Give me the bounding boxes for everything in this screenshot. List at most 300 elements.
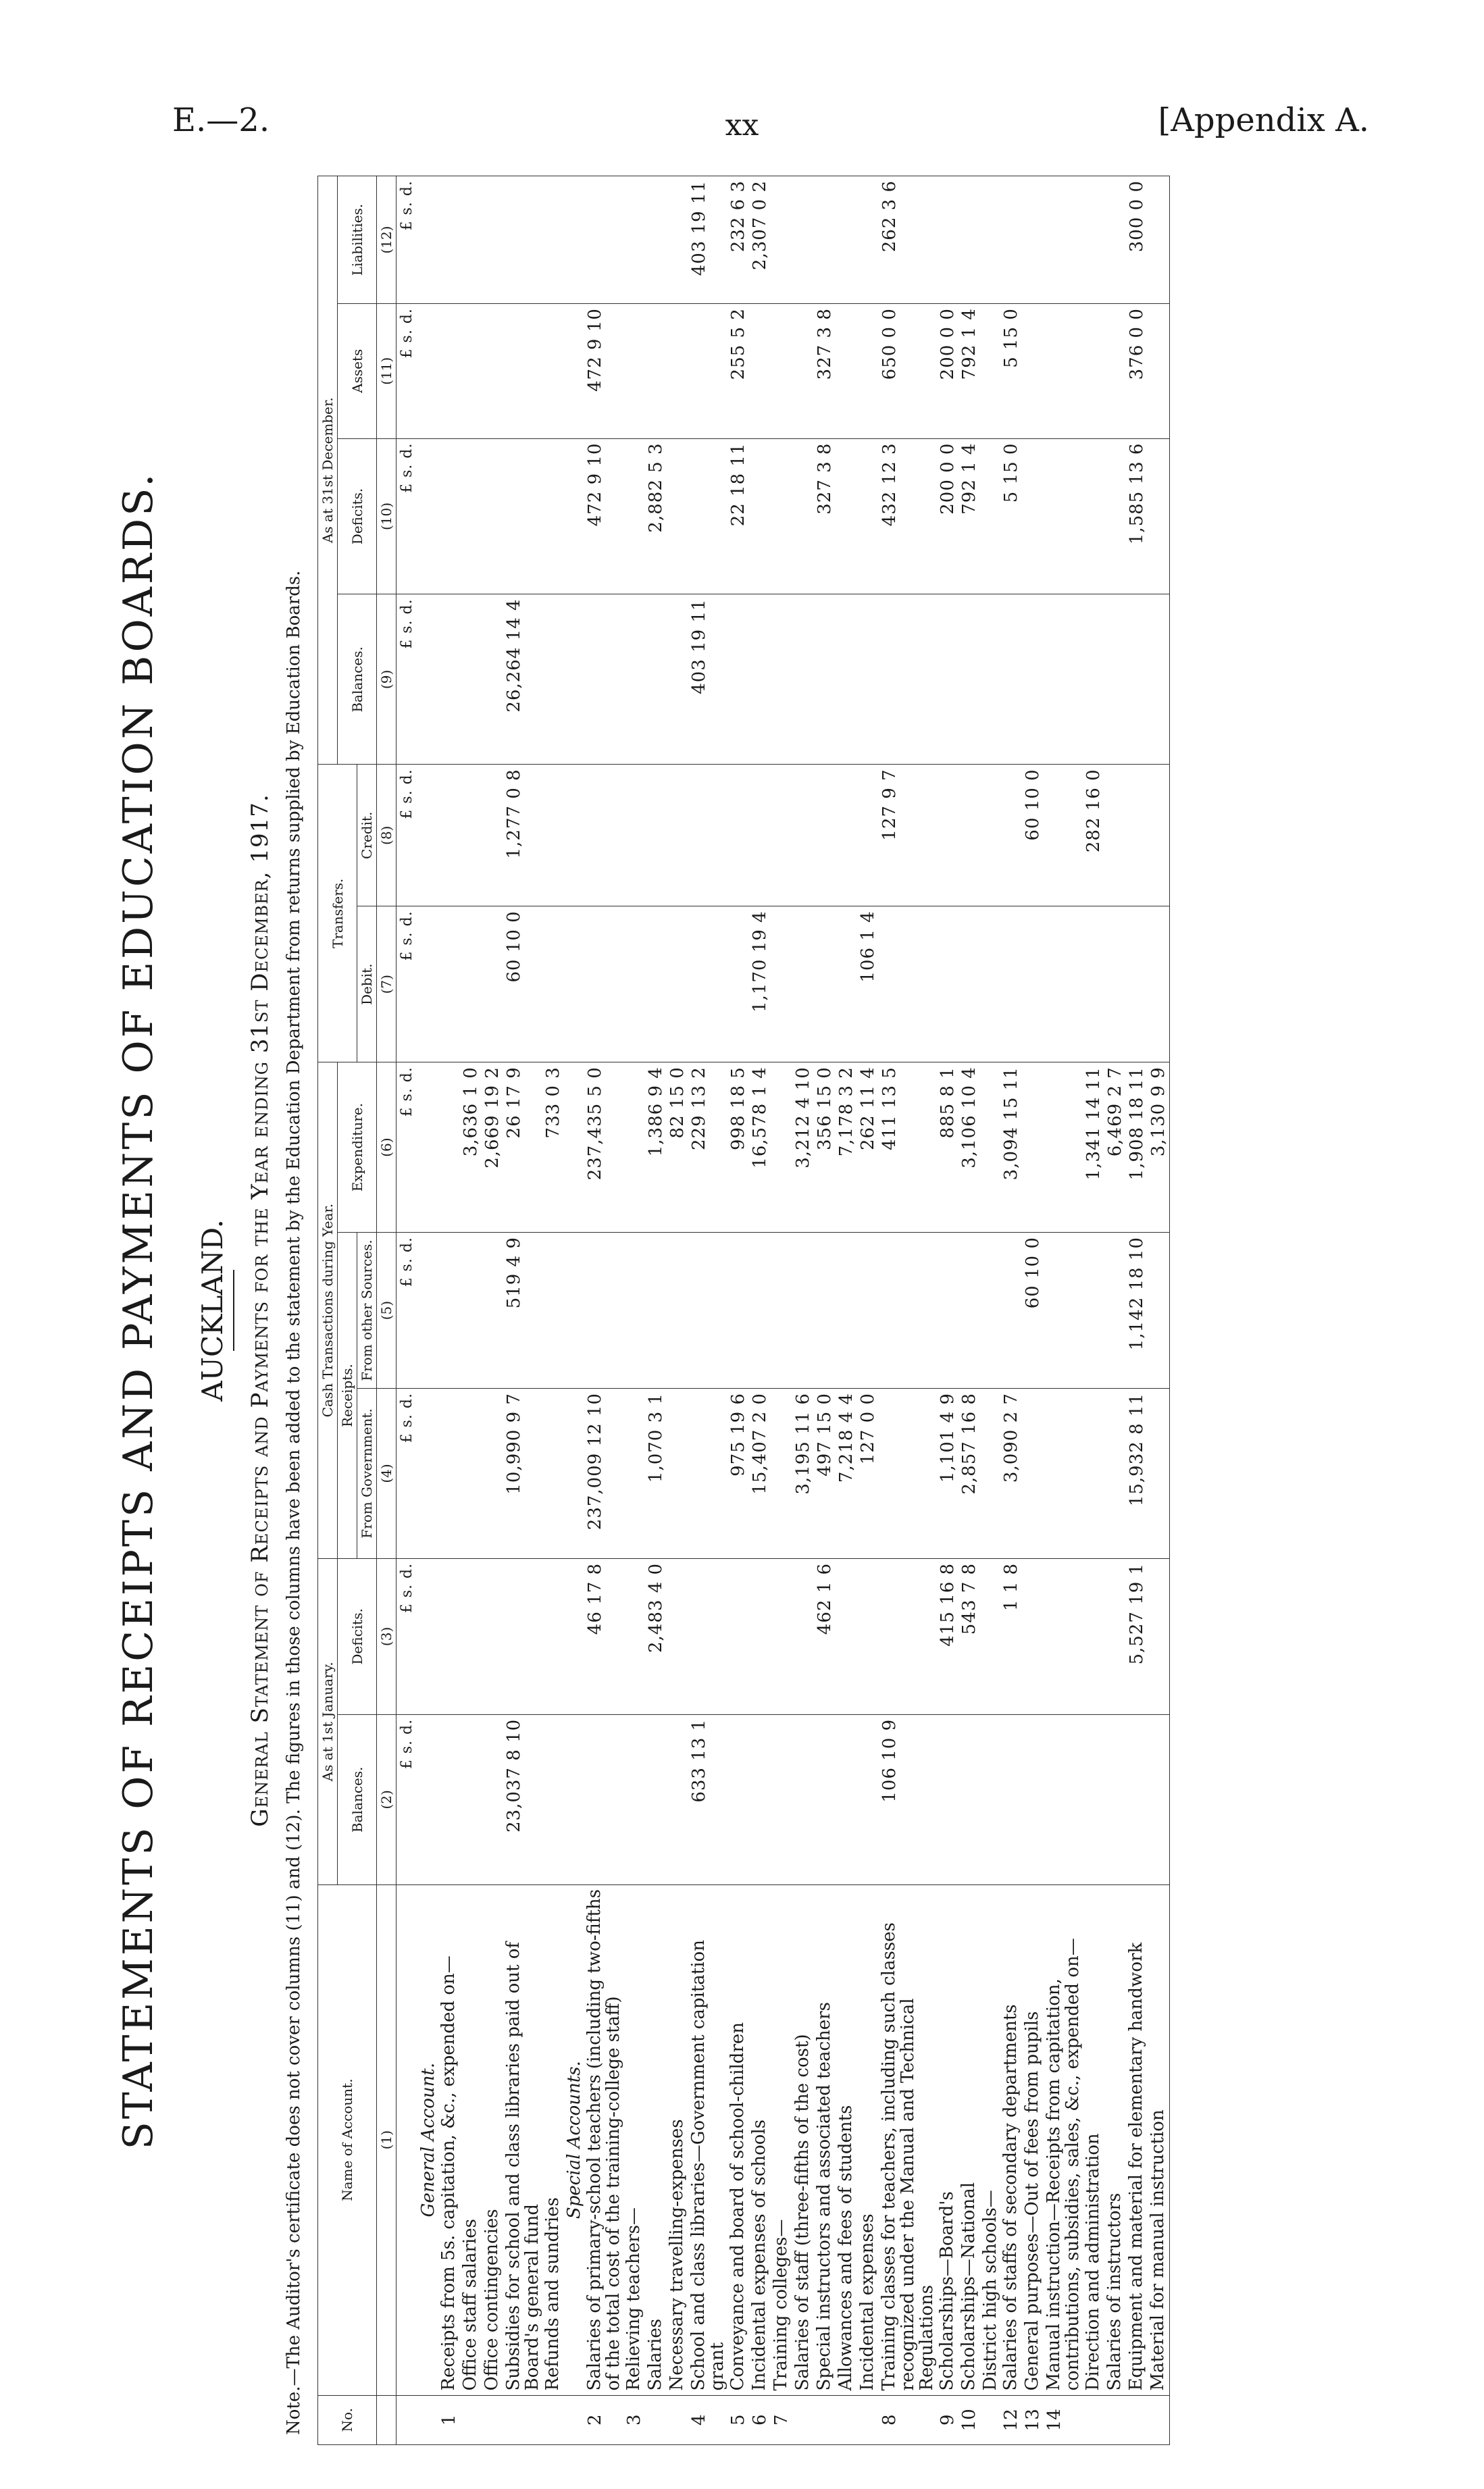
unit-cell: £ s. d. [396, 1558, 419, 1714]
row-number [836, 2395, 857, 2444]
table-row [584, 176, 623, 2445]
cell-credit [623, 765, 645, 906]
cell-bal-dec [836, 594, 857, 765]
cell-bal-dec [958, 594, 980, 765]
cell-bal-dec [645, 594, 667, 765]
account-name: Incidental expenses of schools [749, 1884, 771, 2395]
cell-assets [438, 304, 460, 438]
cell-assets [688, 304, 727, 438]
row-number: 2 [584, 2395, 623, 2444]
col-cash-group: Cash Transactions during Year. [318, 1062, 338, 1559]
cell-def-jan [1044, 1558, 1083, 1714]
cell-exp: 3,212 4 10 [792, 1062, 814, 1233]
cell-exp: 2,669 19 2 [482, 1062, 503, 1233]
table-row [1044, 176, 1083, 2445]
table-row [503, 176, 542, 2445]
cell-exp: 733 0 3 [542, 1062, 564, 1233]
cell-def-jan [879, 1558, 937, 1714]
cell-other [836, 1233, 857, 1389]
cell-govt: 237,009 12 10 [584, 1389, 623, 1559]
cell-liab [1044, 176, 1083, 304]
cell-exp [623, 1062, 645, 1233]
cell-exp: 16,578 1 4 [749, 1062, 771, 1233]
cell-def-dec [623, 438, 645, 594]
cell-bal-jan [542, 1714, 564, 1884]
account-name: Incidental expenses [857, 1884, 879, 2395]
cell-credit [688, 765, 727, 906]
col-deficits-jan: Deficits. [338, 1558, 377, 1714]
cell-debit [1148, 906, 1170, 1062]
cell-other [438, 1233, 460, 1389]
page-code: E.—2. [172, 101, 270, 139]
cell-def-dec [460, 438, 482, 594]
table-row [645, 176, 667, 2445]
cell-def-dec: 5 15 0 [1000, 438, 1022, 594]
cell-exp: 411 13 5 [879, 1062, 937, 1233]
cell-other [1083, 1233, 1104, 1389]
unit-cell [396, 1884, 419, 2395]
col-num-blank [377, 2395, 396, 2444]
table-row [836, 176, 857, 2445]
cell-other [879, 1233, 937, 1389]
cell-def-jan [857, 1558, 879, 1714]
cell-other [958, 1233, 980, 1389]
cell-assets [623, 304, 645, 438]
col-num-3: (3) [377, 1558, 396, 1714]
col-num-6: (6) [377, 1062, 396, 1233]
col-balances-dec: Balances. [338, 594, 377, 765]
row-number: 13 [1022, 2395, 1044, 2444]
cell-assets [645, 304, 667, 438]
col-num-4: (4) [377, 1389, 396, 1559]
cell-exp: 7,178 3 2 [836, 1062, 857, 1233]
row-number [1148, 2395, 1170, 2444]
cell-bal-dec [1126, 594, 1148, 765]
cell-bal-dec [980, 594, 1000, 765]
account-name: Office staff salaries [460, 1884, 482, 2395]
col-dec-group: As at 31st December. [318, 176, 338, 765]
cell-exp [418, 1062, 438, 1233]
table-row [727, 176, 749, 2445]
cell-def-dec: 2,882 5 3 [645, 438, 667, 594]
row-number [857, 2395, 879, 2444]
cell-liab [623, 176, 645, 304]
cell-bal-jan: 633 13 1 [688, 1714, 727, 1884]
cell-def-jan: 5,527 19 1 [1126, 1558, 1148, 1714]
cell-exp: 356 15 0 [814, 1062, 836, 1233]
cell-debit [418, 906, 438, 1062]
table-row [667, 176, 688, 2445]
cell-def-jan [460, 1558, 482, 1714]
cell-def-dec [749, 438, 771, 594]
account-name: Scholarships—Board's [937, 1884, 958, 2395]
cell-credit [1044, 765, 1083, 906]
cell-exp: 998 18 5 [727, 1062, 749, 1233]
cell-credit [438, 765, 460, 906]
row-number [1126, 2395, 1148, 2444]
cell-debit [542, 906, 564, 1062]
cell-credit [667, 765, 688, 906]
page-title: STATEMENTS OF RECEIPTS AND PAYMENTS OF EDUCATION BOARDS. [115, 471, 162, 2150]
cell-exp [564, 1062, 584, 1233]
cell-bal-jan [1083, 1714, 1104, 1884]
cell-assets [564, 304, 584, 438]
cell-credit [771, 765, 792, 906]
cell-other [1148, 1233, 1170, 1389]
cell-bal-dec [542, 594, 564, 765]
cell-exp: 237,435 5 0 [584, 1062, 623, 1233]
board-name: AUCKLAND. [196, 1219, 229, 1402]
cell-bal-jan [1126, 1714, 1148, 1884]
cell-liab [645, 176, 667, 304]
cell-bal-jan [460, 1714, 482, 1884]
table-row [749, 176, 771, 2445]
cell-liab: 2,307 0 2 [749, 176, 771, 304]
cell-liab [1083, 176, 1104, 304]
cell-bal-dec [727, 594, 749, 765]
account-name: Subsidies for school and class libraries paid out of Board's general fund [503, 1884, 542, 2395]
cell-bal-jan [727, 1714, 749, 1884]
page-number: xx [725, 108, 759, 143]
row-number: 6 [749, 2395, 771, 2444]
cell-govt [1083, 1389, 1104, 1559]
row-number [418, 2395, 438, 2444]
row-number [1083, 2395, 1104, 2444]
cell-assets [857, 304, 879, 438]
unit-cell: £ s. d. [396, 1714, 419, 1884]
cell-exp: 1,341 14 11 [1083, 1062, 1104, 1233]
table-row [857, 176, 879, 2445]
cell-exp: 3,130 9 9 [1148, 1062, 1170, 1233]
table-row [937, 176, 958, 2445]
cell-debit [623, 906, 645, 1062]
cell-bal-jan [438, 1714, 460, 1884]
cell-liab [792, 176, 814, 304]
cell-govt [542, 1389, 564, 1559]
col-transfers-group: Transfers. [318, 765, 357, 1062]
col-from-govt: From Government. [357, 1389, 377, 1559]
cell-exp [771, 1062, 792, 1233]
cell-credit [1126, 765, 1148, 906]
table-row [1083, 176, 1104, 2445]
cell-def-dec [438, 438, 460, 594]
cell-debit [1044, 906, 1083, 1062]
section-heading-row [418, 176, 438, 2445]
cell-exp: 3,094 15 11 [1000, 1062, 1022, 1233]
cell-assets [542, 304, 564, 438]
cell-def-dec [542, 438, 564, 594]
row-number: 3 [623, 2395, 645, 2444]
col-num-2: (2) [377, 1714, 396, 1884]
cell-credit: 60 10 0 [1022, 765, 1044, 906]
cell-credit [482, 765, 503, 906]
col-jan-group: As at 1st January. [318, 1558, 338, 1884]
cell-other [584, 1233, 623, 1389]
row-number [460, 2395, 482, 2444]
table-row [688, 176, 727, 2445]
col-credit: Credit. [357, 765, 377, 906]
cell-assets [1104, 304, 1126, 438]
col-liabilities: Liabilities. [338, 176, 377, 304]
table-row [879, 176, 937, 2445]
cell-def-jan [1148, 1558, 1170, 1714]
cell-other [1104, 1233, 1126, 1389]
cell-debit [792, 906, 814, 1062]
cell-debit [1083, 906, 1104, 1062]
cell-bal-jan [564, 1714, 584, 1884]
cell-def-dec [564, 438, 584, 594]
cell-bal-jan [771, 1714, 792, 1884]
account-name: Salaries of primary-school teachers (including two-fifths of the total cost of the training-college staff) [584, 1884, 623, 2395]
col-receipts-group: Receipts. [338, 1233, 357, 1559]
cell-debit [879, 906, 937, 1062]
unit-cell: £ s. d. [396, 1062, 419, 1233]
auditor-note: Note.—The Auditor's certificate does not cover columns (11) and (12). The figures in those columns have been added to the statement by the Education Department from returns supplied by Education Boards. [284, 570, 304, 2435]
cell-def-dec [857, 438, 879, 594]
unit-cell: £ s. d. [396, 438, 419, 594]
cell-assets [1022, 304, 1044, 438]
unit-cell [396, 2395, 419, 2444]
cell-govt [623, 1389, 645, 1559]
col-assets: Assets [338, 304, 377, 438]
cell-govt: 497 15 0 [814, 1389, 836, 1559]
cell-liab [482, 176, 503, 304]
cell-def-dec [503, 438, 542, 594]
cell-other [645, 1233, 667, 1389]
cell-bal-dec [460, 594, 482, 765]
cell-bal-dec [857, 594, 879, 765]
cell-liab [418, 176, 438, 304]
row-number [645, 2395, 667, 2444]
cell-def-jan: 2,483 4 0 [645, 1558, 667, 1714]
unit-cell: £ s. d. [396, 1233, 419, 1389]
cell-govt [980, 1389, 1000, 1559]
account-name: District high schools— [980, 1884, 1000, 2395]
cell-govt [1104, 1389, 1126, 1559]
cell-bal-jan [667, 1714, 688, 1884]
col-num-7: (7) [377, 906, 396, 1062]
table-row [460, 176, 482, 2445]
cell-liab [542, 176, 564, 304]
cell-exp: 229 13 2 [688, 1062, 727, 1233]
cell-other [937, 1233, 958, 1389]
cell-credit [584, 765, 623, 906]
cell-govt [482, 1389, 503, 1559]
cell-assets [836, 304, 857, 438]
cell-liab [937, 176, 958, 304]
cell-debit: 1,170 19 4 [749, 906, 771, 1062]
cell-def-jan: 415 16 8 [937, 1558, 958, 1714]
appendix-label: [Appendix A. [1158, 101, 1369, 139]
rotated-statement [108, 176, 1358, 2445]
cell-other [482, 1233, 503, 1389]
cell-bal-dec [792, 594, 814, 765]
section-heading: General Account. [418, 1884, 438, 2395]
units-row [396, 176, 419, 2445]
account-name: Training colleges— [771, 1884, 792, 2395]
cell-debit [814, 906, 836, 1062]
cell-credit [749, 765, 771, 906]
cell-other [727, 1233, 749, 1389]
cell-bal-jan [418, 1714, 438, 1884]
cell-credit [958, 765, 980, 906]
cell-def-jan [1083, 1558, 1104, 1714]
col-other-sources: From other Sources. [357, 1233, 377, 1389]
cell-liab [857, 176, 879, 304]
cell-other [623, 1233, 645, 1389]
col-deficits-dec: Deficits. [338, 438, 377, 594]
cell-liab [1000, 176, 1022, 304]
unit-cell: £ s. d. [396, 1389, 419, 1559]
cell-def-jan [438, 1558, 460, 1714]
account-name: Training classes for teachers, including such classes recognized under the Manual and Technical Regulations [879, 1884, 937, 2395]
cell-assets: 650 0 0 [879, 304, 937, 438]
row-number: 5 [727, 2395, 749, 2444]
cell-govt: 3,090 2 7 [1000, 1389, 1022, 1559]
cell-other [814, 1233, 836, 1389]
col-num-11: (11) [377, 304, 396, 438]
cell-debit [836, 906, 857, 1062]
cell-def-dec [1148, 438, 1170, 594]
cell-def-dec [1022, 438, 1044, 594]
cell-exp: 885 8 1 [937, 1062, 958, 1233]
cell-debit [1022, 906, 1044, 1062]
cell-assets: 376 0 0 [1126, 304, 1148, 438]
cell-credit [645, 765, 667, 906]
table-row [1104, 176, 1126, 2445]
cell-assets [503, 304, 542, 438]
statement-table [317, 176, 1170, 2445]
cell-debit: 60 10 0 [503, 906, 542, 1062]
cell-govt [771, 1389, 792, 1559]
cell-bal-dec [1044, 594, 1083, 765]
cell-bal-dec [584, 594, 623, 765]
account-name: Salaries of staff (three-fifths of the cost) [792, 1884, 814, 2395]
cell-bal-jan [857, 1714, 879, 1884]
cell-def-dec [1044, 438, 1083, 594]
cell-liab [564, 176, 584, 304]
cell-credit: 282 16 0 [1083, 765, 1104, 906]
cell-bal-jan [1148, 1714, 1170, 1884]
cell-def-jan [542, 1558, 564, 1714]
cell-debit [482, 906, 503, 1062]
cell-govt [1044, 1389, 1083, 1559]
cell-other [1044, 1233, 1083, 1389]
cell-debit [645, 906, 667, 1062]
cell-assets [771, 304, 792, 438]
cell-bal-dec [1148, 594, 1170, 765]
cell-def-dec [792, 438, 814, 594]
cell-govt [667, 1389, 688, 1559]
col-num-5: (5) [377, 1233, 396, 1389]
cell-bal-jan [645, 1714, 667, 1884]
cell-govt: 1,070 3 1 [645, 1389, 667, 1559]
cell-debit [564, 906, 584, 1062]
cell-liab [584, 176, 623, 304]
cell-credit [1104, 765, 1126, 906]
cell-other [542, 1233, 564, 1389]
cell-other [418, 1233, 438, 1389]
row-number: 1 [438, 2395, 460, 2444]
cell-liab: 232 6 3 [727, 176, 749, 304]
cell-bal-jan [1104, 1714, 1126, 1884]
row-number [482, 2395, 503, 2444]
cell-govt: 127 0 0 [857, 1389, 879, 1559]
cell-def-dec [1083, 438, 1104, 594]
row-number [1104, 2395, 1126, 2444]
cell-def-jan [1104, 1558, 1126, 1714]
row-number [980, 2395, 1000, 2444]
account-name: Salaries of staffs of secondary departments [1000, 1884, 1022, 2395]
account-name: Conveyance and board of school-children [727, 1884, 749, 2395]
table-row [438, 176, 460, 2445]
col-no: No. [318, 2395, 377, 2444]
col-expenditure: Expenditure. [338, 1062, 377, 1233]
cell-debit [727, 906, 749, 1062]
cell-govt: 7,218 4 4 [836, 1389, 857, 1559]
cell-debit [771, 906, 792, 1062]
cell-liab [980, 176, 1000, 304]
cell-liab: 403 19 11 [688, 176, 727, 304]
cell-liab [1148, 176, 1170, 304]
cell-credit [564, 765, 584, 906]
cell-bal-jan [1022, 1714, 1044, 1884]
cell-liab [836, 176, 857, 304]
cell-bal-dec [623, 594, 645, 765]
cell-bal-dec [1104, 594, 1126, 765]
cell-bal-jan [980, 1714, 1000, 1884]
cell-govt: 10,990 9 7 [503, 1389, 542, 1559]
cell-debit [688, 906, 727, 1062]
cell-other [749, 1233, 771, 1389]
unit-cell: £ s. d. [396, 765, 419, 906]
cell-credit [418, 765, 438, 906]
cell-other [564, 1233, 584, 1389]
cell-bal-jan [836, 1714, 857, 1884]
cell-assets [460, 304, 482, 438]
cell-credit [814, 765, 836, 906]
account-name: Relieving teachers— [623, 1884, 645, 2395]
cell-assets [418, 304, 438, 438]
cell-def-jan [418, 1558, 438, 1714]
table-row [958, 176, 980, 2445]
cell-bal-dec [1083, 594, 1104, 765]
cell-bal-jan: 23,037 8 10 [503, 1714, 542, 1884]
cell-bal-dec: 26,264 14 4 [503, 594, 542, 765]
cell-def-jan [623, 1558, 645, 1714]
cell-def-dec: 432 12 3 [879, 438, 937, 594]
table-row [792, 176, 814, 2445]
cell-credit [857, 765, 879, 906]
col-debit: Debit. [357, 906, 377, 1062]
cell-assets: 792 1 4 [958, 304, 980, 438]
cell-exp: 82 15 0 [667, 1062, 688, 1233]
cell-def-jan [749, 1558, 771, 1714]
cell-liab [1022, 176, 1044, 304]
cell-bal-jan [623, 1714, 645, 1884]
cell-bal-dec [667, 594, 688, 765]
account-name: Material for manual instruction [1148, 1884, 1170, 2395]
cell-assets [482, 304, 503, 438]
cell-bal-jan [937, 1714, 958, 1884]
table-row [1126, 176, 1148, 2445]
cell-credit [542, 765, 564, 906]
cell-assets: 255 5 2 [727, 304, 749, 438]
account-name: Direction and administration [1083, 1884, 1104, 2395]
table-row [623, 176, 645, 2445]
cell-exp [1022, 1062, 1044, 1233]
cell-bal-jan [958, 1714, 980, 1884]
